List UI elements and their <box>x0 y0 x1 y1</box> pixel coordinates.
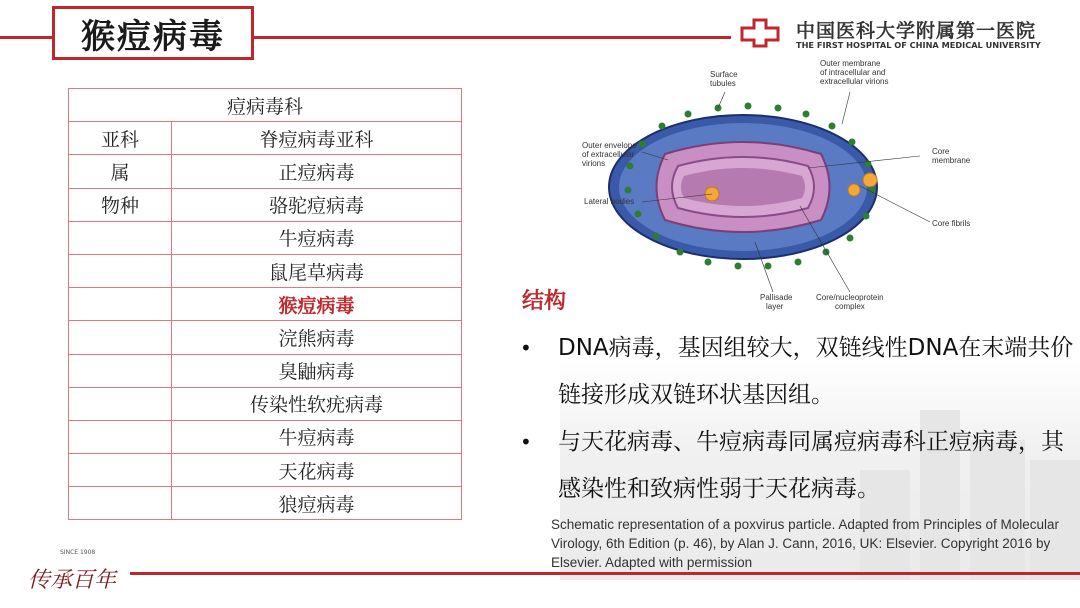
section-title: 结构 <box>522 289 567 314</box>
table-row <box>69 387 462 420</box>
taxon-cell: 臭鼬病毒 <box>172 354 462 387</box>
bullet-item <box>520 419 1075 513</box>
table-header-row <box>69 89 462 122</box>
taxon-cell-highlighted: 猴痘病毒 <box>172 288 462 321</box>
taxon-cell: 正痘病毒 <box>172 155 462 188</box>
rank-cell: 属 <box>69 155 172 188</box>
rank-cell: 物种 <box>69 188 172 221</box>
page-title-box <box>52 6 254 60</box>
table-row <box>69 420 462 453</box>
taxon-cell: 狼痘病毒 <box>172 487 462 520</box>
table-row <box>69 354 462 387</box>
rank-cell: 亚科 <box>69 122 172 155</box>
taxon-cell: 牛痘病毒 <box>172 221 462 254</box>
rank-cell <box>69 254 172 287</box>
core-complex <box>681 168 805 206</box>
bullet-text: 与天花病毒、牛痘病毒同属痘病毒科正痘病毒，其感染性和致病性弱于天花病毒。 <box>558 429 1064 502</box>
rank-cell <box>69 420 172 453</box>
label-pallisade-layer: Pallisade layer <box>760 293 793 311</box>
hospital-logo <box>740 14 1070 54</box>
rank-cell <box>69 387 172 420</box>
footer-since: SINCE 1908 <box>60 549 96 556</box>
table-row <box>69 221 462 254</box>
figure-caption: Schematic representation of a poxvirus particle. Adapted from Principles of Molecular Virology, 6th Edition (p. 46), by Alan J. Cann, 2016, UK: Elsevier. Copyright 2016 by Elsevier. Adapted with permission <box>551 517 1059 570</box>
footer-motto: 传承百年 <box>28 568 117 593</box>
table-row <box>69 254 462 287</box>
taxonomy-table <box>68 88 462 520</box>
label-surface-tubules: Surface tubules <box>710 70 738 88</box>
hospital-emblem-icon <box>740 18 780 48</box>
label-core-membrane: Core membrane <box>932 147 971 165</box>
rank-cell <box>69 454 172 487</box>
rank-cell <box>69 288 172 321</box>
rank-cell <box>69 354 172 387</box>
bullet-dot-icon: • <box>520 430 532 454</box>
label-outer-envelope: Outer envelope of extracellular virions <box>582 141 637 168</box>
footer-rule <box>130 572 1080 575</box>
rank-cell <box>69 221 172 254</box>
bullet-item <box>520 325 1075 419</box>
taxon-cell: 脊痘病毒亚科 <box>172 122 462 155</box>
table-header: 痘病毒科 <box>69 89 462 122</box>
taxon-cell: 骆驼痘病毒 <box>172 188 462 221</box>
hospital-name-en: THE FIRST HOSPITAL OF CHINA MEDICAL UNIVERSITY <box>796 40 1041 50</box>
label-core-complex: Core/nucleoprotein complex <box>816 293 884 311</box>
taxon-cell: 浣熊病毒 <box>172 321 462 354</box>
taxon-cell: 鼠尾草病毒 <box>172 254 462 287</box>
bullet-dot-icon: • <box>520 336 532 360</box>
hospital-name-cn: 中国医科大学附属第一医院 <box>796 20 1037 42</box>
poxvirus-diagram <box>580 56 980 318</box>
bullet-list <box>520 325 1075 513</box>
taxon-cell: 传染性软疣病毒 <box>172 387 462 420</box>
page-title: 猴痘病毒 <box>81 16 225 57</box>
bullet-text: DNA病毒，基因组较大，双链线性DNA在末端共价链接形成双链环状基因组。 <box>558 335 1074 408</box>
table-row <box>69 487 462 520</box>
table-row <box>69 454 462 487</box>
table-row <box>69 122 462 155</box>
label-core-fibrils: Core fibrils <box>932 219 971 228</box>
lateral-body <box>848 184 860 196</box>
taxon-cell: 天花病毒 <box>172 454 462 487</box>
table-row <box>69 321 462 354</box>
rank-cell <box>69 321 172 354</box>
lateral-body <box>863 173 877 187</box>
title-rule-right <box>251 36 731 39</box>
table-row <box>69 155 462 188</box>
title-rule-left <box>0 36 52 39</box>
label-lateral-bodies: Lateral bodies <box>584 197 635 206</box>
table-row <box>69 188 462 221</box>
table-row <box>69 288 462 321</box>
taxon-cell: 牛痘病毒 <box>172 420 462 453</box>
rank-cell <box>69 487 172 520</box>
label-outer-membrane: Outer membrane of intracellular and extracellular virions <box>820 59 889 86</box>
footer-logo <box>10 545 130 595</box>
